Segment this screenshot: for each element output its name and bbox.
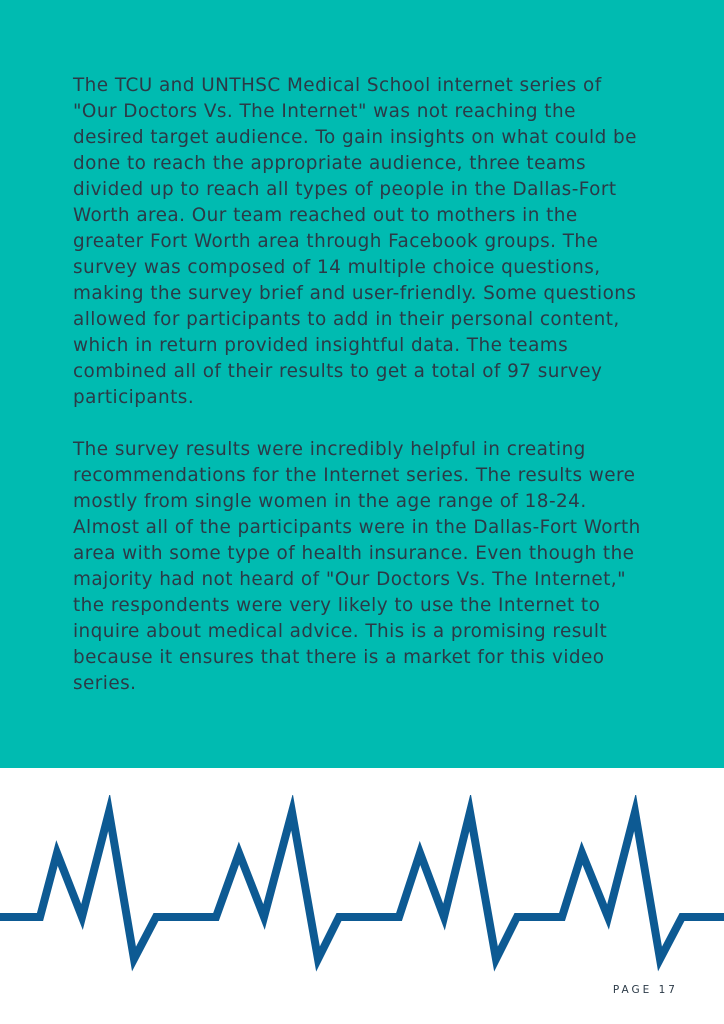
heartbeat-line-icon xyxy=(0,795,724,975)
paragraph-1: The TCU and UNTHSC Medical School internet series of "Our Doctors Vs. The Internet" was not reaching the desired target audience. To gain insights on what could be done to reach the appropriate audience, three teams divided up to reach all types of people in the Dallas-Fort Worth area. Our team reached out to mothers in the greater Fort Worth area through Facebook groups. The survey was composed of 14 multiple choice questions, making the survey brief and user-friendly. Some questions allowed for participants to add in their personal content, which in return provided insightful data. The teams combined all of their results to get a total of 97 survey participants. xyxy=(73,75,637,408)
page-number: PAGE 17 xyxy=(612,984,678,996)
body-copy xyxy=(73,73,651,697)
heartbeat-polyline xyxy=(0,812,724,959)
paragraph-2: The survey results were incredibly helpful in creating recommendations for the Internet series. The results were mostly from single women in the age range of 18-24. Almost all of the participants were in the Dallas-Fort Worth area with some type of health insurance. Even though the majority had not heard of "Our Doctors Vs. The Internet," the respondents were very likely to use the Internet to inquire about medical advice. This is a promising result because it ensures that there is a market for this video series. xyxy=(73,439,641,694)
